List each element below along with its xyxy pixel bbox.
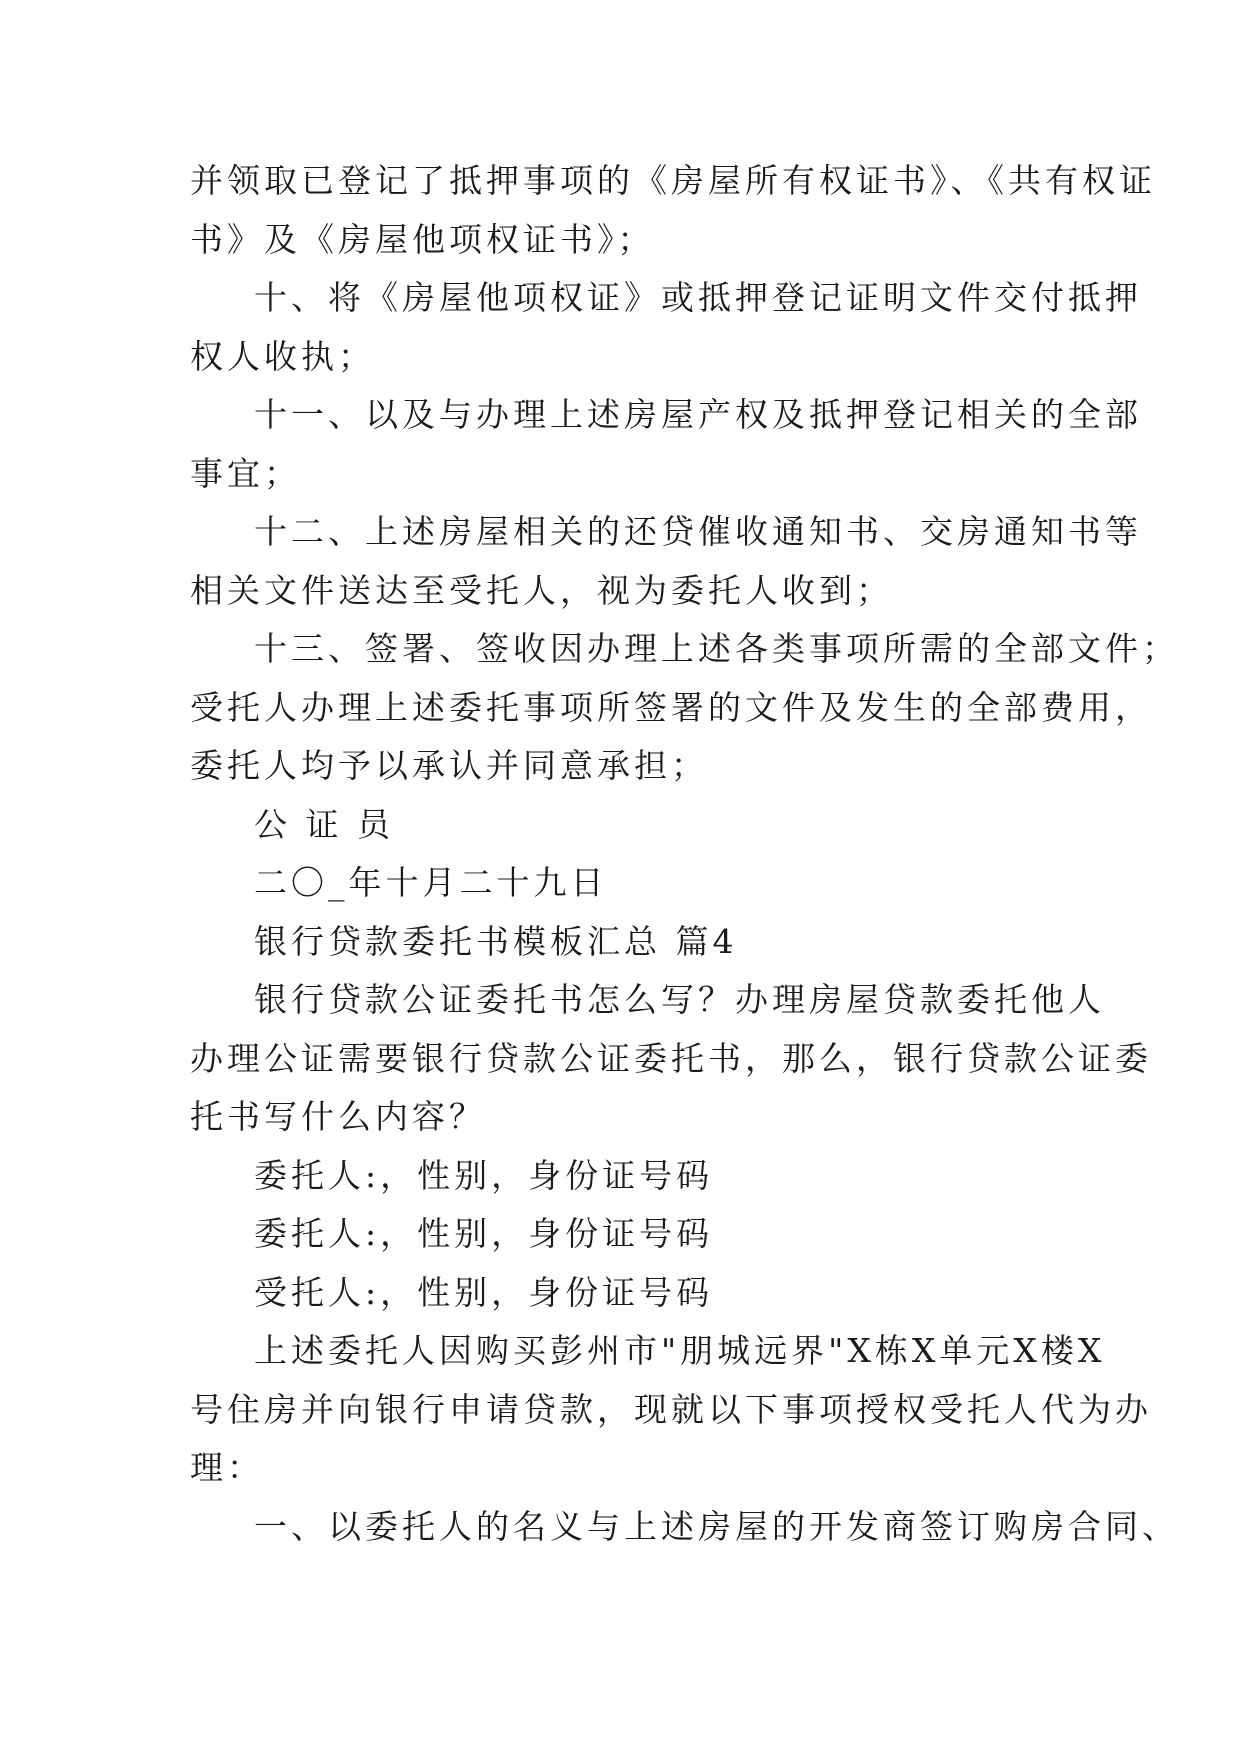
text-line-4: 权人收执； <box>190 336 375 376</box>
notary-label: 公 证 员 <box>254 804 394 844</box>
text-line-17: 托书写什么内容？ <box>190 1097 486 1136</box>
text-line-10: 受托人办理上述委托事项所签署的文件及发生的全部费用， <box>190 687 1152 727</box>
text-line-8: 相关文件送达至受托人，视为委托人收到； <box>190 570 893 610</box>
text-line-21: 上述委托人因购买彭州市"朋城远界"X栋X单元X楼X <box>254 1331 1106 1370</box>
text-line-6: 事宜； <box>190 453 301 493</box>
agent-line: 受托人:，性别，身份证号码 <box>254 1272 714 1312</box>
text-line-16: 办理公证需要银行贷款公证委托书，那么，银行贷款公证委 <box>190 1038 1152 1078</box>
section-heading: 银行贷款委托书模板汇总 篇4 <box>254 921 738 961</box>
text-line-11: 委托人均予以承认并同意承担； <box>190 746 708 785</box>
principal-line-2: 委托人:，性别，身份证号码 <box>254 1214 714 1253</box>
principal-line-1: 委托人:，性别，身份证号码 <box>254 1155 714 1195</box>
text-line-2: 书》及《房屋他项权证书》； <box>190 219 655 259</box>
text-line-15: 银行贷款公证委托书怎么写？办理房屋贷款委托他人 <box>254 980 1105 1019</box>
text-line-1: 并领取已登记了抵押事项的《房屋所有权证书》、《共有权证 <box>190 161 1156 200</box>
text-line-23: 理： <box>190 1448 264 1487</box>
text-line-24: 一、以委托人的名义与上述房屋的开发商签订购房合同、 <box>254 1506 1179 1546</box>
text-line-5: 十一、以及与办理上述房屋产权及抵押登记相关的全部 <box>254 395 1142 434</box>
text-line-22: 号住房并向银行申请贷款，现就以下事项授权受托人代为办 <box>190 1389 1152 1429</box>
document-body <box>190 152 1179 1556</box>
text-line-9: 十三、签署、签收因办理上述各类事项所需的全部文件； <box>254 629 1179 668</box>
text-line-3: 十、将《房屋他项权证》或抵押登记证明文件交付抵押 <box>254 278 1142 317</box>
text-line-7: 十二、上述房屋相关的还贷催收通知书、交房通知书等 <box>254 512 1142 551</box>
date-line: 二〇_年十月二十九日 <box>254 863 608 902</box>
